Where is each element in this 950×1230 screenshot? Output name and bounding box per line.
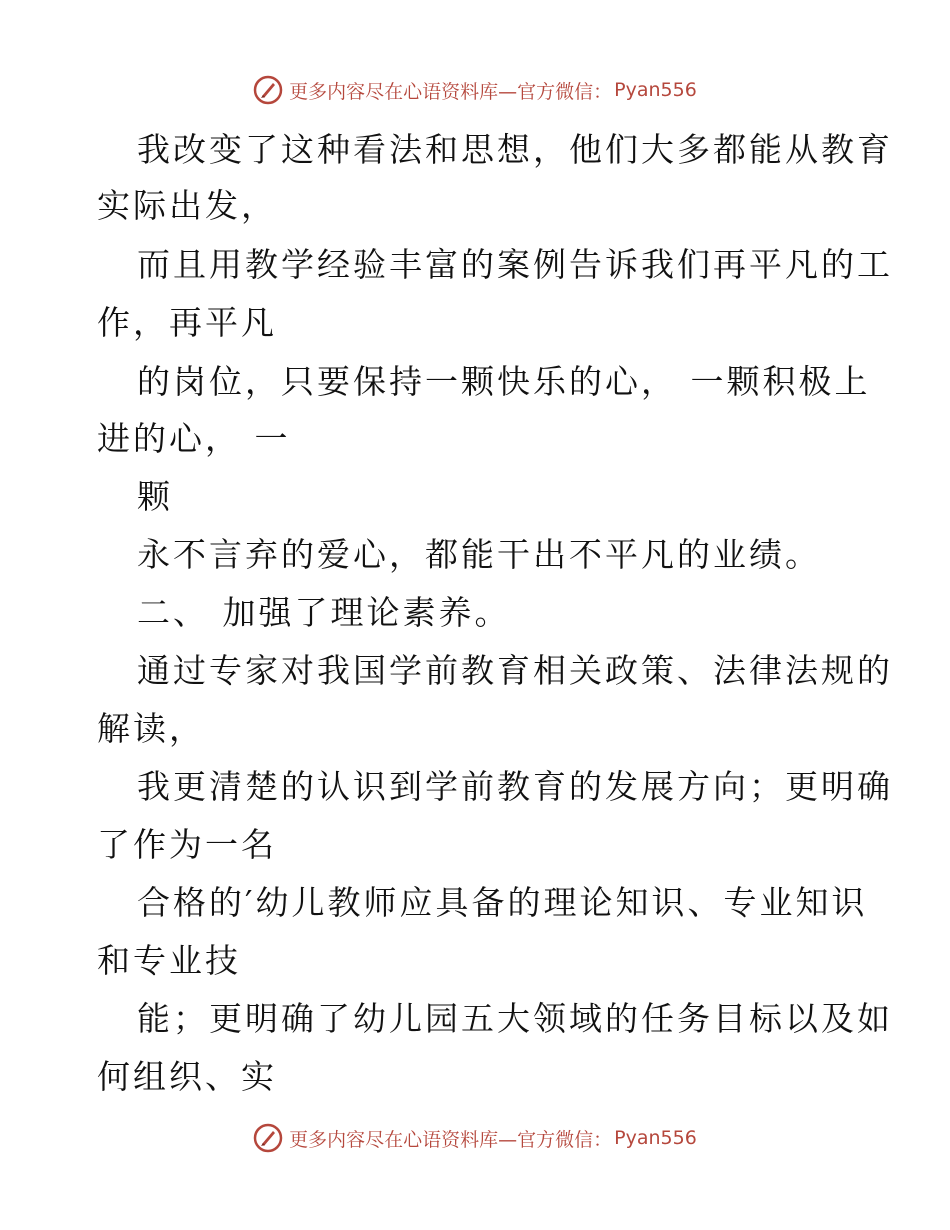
quill-logo-icon (253, 75, 283, 105)
body-line: 二、 加强了理论素养。 (137, 593, 511, 632)
quill-logo-icon (253, 1123, 283, 1153)
header-wechat-id: Pyan556 (614, 79, 697, 101)
header-banner-text: 更多内容尽在心语资料库—官方微信： (289, 80, 613, 103)
body-line: 和专业技 (97, 941, 241, 980)
body-line: 颗 (137, 477, 173, 516)
body-line: 合格的′幼儿教师应具备的理论知识、专业知识 (137, 883, 868, 922)
body-line: 我更清楚的认识到学前教育的发展方向；更明确 (137, 767, 893, 806)
body-line: 何组织、实 (97, 1057, 277, 1096)
body-line: 进的心， 一 (97, 419, 291, 458)
body-line: 永不言弃的爱心，都能干出不平凡的业绩。 (137, 535, 821, 574)
body-line: 能；更明确了幼儿园五大领域的任务目标以及如 (137, 999, 893, 1038)
body-line: 而且用教学经验丰富的案例告诉我们再平凡的工 (137, 245, 893, 284)
body-line: 通过专家对我国学前教育相关政策、法律法规的 (137, 651, 893, 690)
footer-banner (0, 1118, 950, 1158)
footer-wechat-id: Pyan556 (614, 1127, 697, 1149)
body-line: 的岗位，只要保持一颗快乐的心， 一颗积极上 (137, 362, 871, 401)
body-line: 作，再平凡 (97, 303, 277, 342)
footer-banner-text: 更多内容尽在心语资料库—官方微信： (289, 1128, 613, 1151)
body-line: 实际出发， (97, 186, 277, 225)
body-line: 我改变了这种看法和思想，他们大多都能从教育 (137, 130, 893, 169)
body-line: 解读， (97, 709, 205, 748)
body-line: 了作为一名 (97, 825, 277, 864)
header-banner (0, 70, 950, 110)
